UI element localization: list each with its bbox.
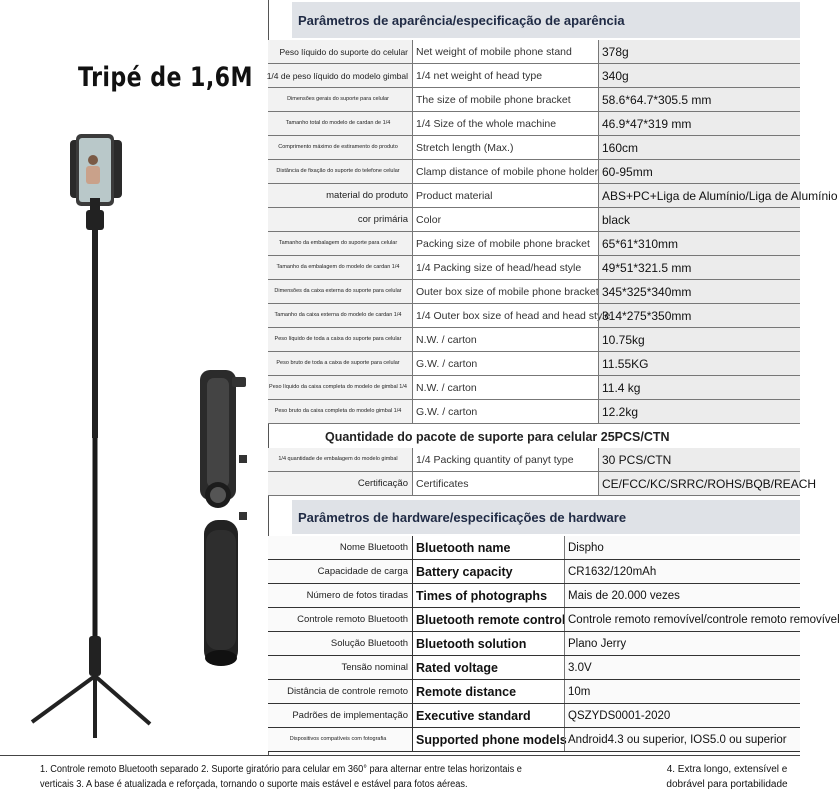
param-value: 3.0V — [564, 656, 800, 679]
appearance-section-header: Parâmetros de aparência/especificação de aparência — [292, 2, 800, 38]
param-label-en: N.W. / carton — [412, 376, 598, 399]
param-value: black — [598, 208, 800, 231]
param-value: ABS+PC+Liga de Alumínio/Liga de Alumínio — [598, 184, 800, 207]
spec-row — [268, 376, 800, 400]
param-label-en: Clamp distance of mobile phone holder — [412, 160, 598, 183]
hardware-row — [268, 704, 800, 728]
spec-row — [268, 136, 800, 160]
param-label-en: Net weight of mobile phone stand — [412, 40, 598, 63]
param-label-pt: Tamanho da caixa externa do modelo de cardan 1/4 — [268, 304, 412, 327]
param-label-en: Bluetooth name — [412, 536, 564, 559]
param-label-pt: Peso líquido da caixa completa do modelo de gimbal 1/4 — [268, 376, 412, 399]
param-label-en: 1/4 Packing quantity of panyt type — [412, 448, 598, 471]
param-label-en: Certificates — [412, 472, 598, 495]
param-value: 160cm — [598, 136, 800, 159]
param-label-pt: Distância de fixação do suporte do telefone celular — [268, 160, 412, 183]
param-value: Android4.3 ou superior, IOS5.0 ou superior — [564, 728, 800, 751]
param-value: 30 PCS/CTN — [598, 448, 800, 471]
spec-row — [268, 448, 800, 472]
spec-row — [268, 352, 800, 376]
hardware-row — [268, 632, 800, 656]
param-label-en: 1/4 Size of the whole machine — [412, 112, 598, 135]
param-value: 49*51*321.5 mm — [598, 256, 800, 279]
package-quantity-row: Quantidade do pacote de suporte para celular 25PCS/CTN — [325, 430, 670, 444]
param-label-en: Product material — [412, 184, 598, 207]
param-value: 10.75kg — [598, 328, 800, 351]
param-label-en: N.W. / carton — [412, 328, 598, 351]
footer-features-text: 1. Controle remoto Bluetooth separado 2. Suporte giratório para celular em 360° para alternar entre telas horizontais e verticais 3. A base é atualizada e reforçada, tornando o suporte mais estável e estável para fotos aéreas. — [40, 764, 522, 790]
hardware-row — [268, 680, 800, 704]
param-label-pt: Tensão nominal — [341, 662, 408, 673]
param-label-pt: Distância de controle remoto — [287, 686, 408, 697]
param-value: 345*325*340mm — [598, 280, 800, 303]
spec-row — [268, 112, 800, 136]
param-label-pt: 1/4 de peso líquido do modelo gimbal — [268, 64, 412, 87]
param-label-pt: cor primária — [268, 208, 412, 231]
param-label-en: 1/4 net weight of head type — [412, 64, 598, 87]
param-label-pt: material do produto — [268, 184, 412, 207]
param-label-en: 1/4 Packing size of head/head style — [412, 256, 598, 279]
param-label-pt: Tamanho da embalagem do suporte para celular — [268, 232, 412, 255]
param-label-en: 1/4 Outer box size of head and head style — [412, 304, 598, 327]
spec-row — [268, 88, 800, 112]
param-label-en: Rated voltage — [412, 656, 564, 679]
hardware-row — [268, 584, 800, 608]
product-title: Tripé de 1,6M — [78, 62, 253, 93]
param-label-en: Stretch length (Max.) — [412, 136, 598, 159]
spec-row — [268, 184, 838, 208]
param-value: 11.4 kg — [598, 376, 800, 399]
hardware-row — [268, 656, 800, 680]
param-value: 46.9*47*319 mm — [598, 112, 800, 135]
param-label-pt: Tamanho total do modelo de cardan de 1/4 — [268, 112, 412, 135]
param-value: 340g — [598, 64, 800, 87]
param-label-en: Times of photographs — [412, 584, 564, 607]
param-label-en: Bluetooth solution — [412, 632, 564, 655]
spec-row — [268, 208, 800, 232]
param-label-en: Remote distance — [412, 680, 564, 703]
param-label-en: Bluetooth remote control — [412, 608, 564, 631]
param-label-pt: Capacidade de carga — [317, 566, 408, 577]
param-label-pt: Tamanho da embalagem do modelo de cardan 1/4 — [268, 256, 412, 279]
param-label-en: G.W. / carton — [412, 400, 598, 423]
hardware-row — [268, 728, 800, 752]
product-image-panel — [0, 0, 296, 755]
param-label-en: Outer box size of mobile phone bracket — [412, 280, 598, 303]
param-label-pt: Padrões de implementação — [292, 710, 408, 721]
param-label-pt: Peso líquido do suporte do celular — [268, 40, 412, 63]
param-value: Mais de 20.000 vezes — [564, 584, 800, 607]
hardware-section-header: Parâmetros de hardware/especificações de hardware — [292, 500, 800, 534]
param-label-en: G.W. / carton — [412, 352, 598, 375]
footer-portability-text: 4. Extra longo, extensível e dobrável para portabilidade — [666, 764, 788, 790]
spec-row — [268, 328, 800, 352]
param-label-pt: Peso bruto de toda a caixa de suporte para celular — [268, 352, 412, 375]
spec-row — [268, 232, 800, 256]
param-value: 11.55KG — [598, 352, 800, 375]
param-label-en: The size of mobile phone bracket — [412, 88, 598, 111]
param-value: 65*61*310mm — [598, 232, 800, 255]
spec-row — [268, 280, 800, 304]
tripod-illustration — [0, 0, 296, 755]
param-label-pt: Número de fotos tiradas — [306, 590, 408, 601]
param-value: 314*275*350mm — [598, 304, 800, 327]
spec-row — [268, 400, 800, 424]
param-label-pt: Dimensões da caixa externa do suporte para celular — [268, 280, 412, 303]
param-label-pt: Controle remoto Bluetooth — [297, 614, 408, 625]
param-label-pt: Comprimento máximo de estiramento do produto — [268, 136, 412, 159]
param-label-pt: Dimensões gerais do suporte para celular — [268, 88, 412, 111]
param-value: 58.6*64.7*305.5 mm — [598, 88, 800, 111]
hardware-row — [268, 536, 800, 560]
param-label-pt: Peso bruto da caixa completa do modelo gimbal 1/4 — [268, 400, 412, 423]
hardware-row — [268, 560, 800, 584]
param-value: Plano Jerry — [564, 632, 800, 655]
param-label-en: Battery capacity — [412, 560, 564, 583]
param-label-pt: Certificação — [268, 472, 412, 495]
param-value: QSZYDS0001-2020 — [564, 704, 800, 727]
param-label-en: Packing size of mobile phone bracket — [412, 232, 598, 255]
param-value: 378g — [598, 40, 800, 63]
spec-row — [268, 64, 800, 88]
param-label-pt: Peso líquido de toda a caixa do suporte para celular — [268, 328, 412, 351]
param-label-pt: Solução Bluetooth — [330, 638, 408, 649]
spec-row — [268, 40, 800, 64]
hardware-row — [268, 608, 840, 632]
param-value: 10m — [564, 680, 800, 703]
param-value: Controle remoto removível/controle remoto removível — [564, 608, 800, 631]
param-label-pt: Dispositivos compatíveis com fotografia — [289, 736, 387, 742]
spec-row — [268, 160, 800, 184]
param-value: 12.2kg — [598, 400, 800, 423]
spec-row — [268, 304, 800, 328]
param-label-pt: Nome Bluetooth — [339, 542, 408, 553]
param-value: 60-95mm — [598, 160, 800, 183]
param-value: CE/FCC/KC/SRRC/ROHS/BQB/REACH — [598, 472, 800, 495]
param-label-pt: 1/4 quantidade de embalagem do modelo gimbal — [268, 448, 412, 471]
footer-notes — [0, 755, 800, 801]
spec-row — [268, 472, 817, 496]
param-label-en: Color — [412, 208, 598, 231]
param-value: Dispho — [564, 536, 800, 559]
param-label-en: Executive standard — [412, 704, 564, 727]
param-value: CR1632/120mAh — [564, 560, 800, 583]
spec-row — [268, 256, 800, 280]
param-label-en: Supported phone models — [412, 728, 564, 751]
